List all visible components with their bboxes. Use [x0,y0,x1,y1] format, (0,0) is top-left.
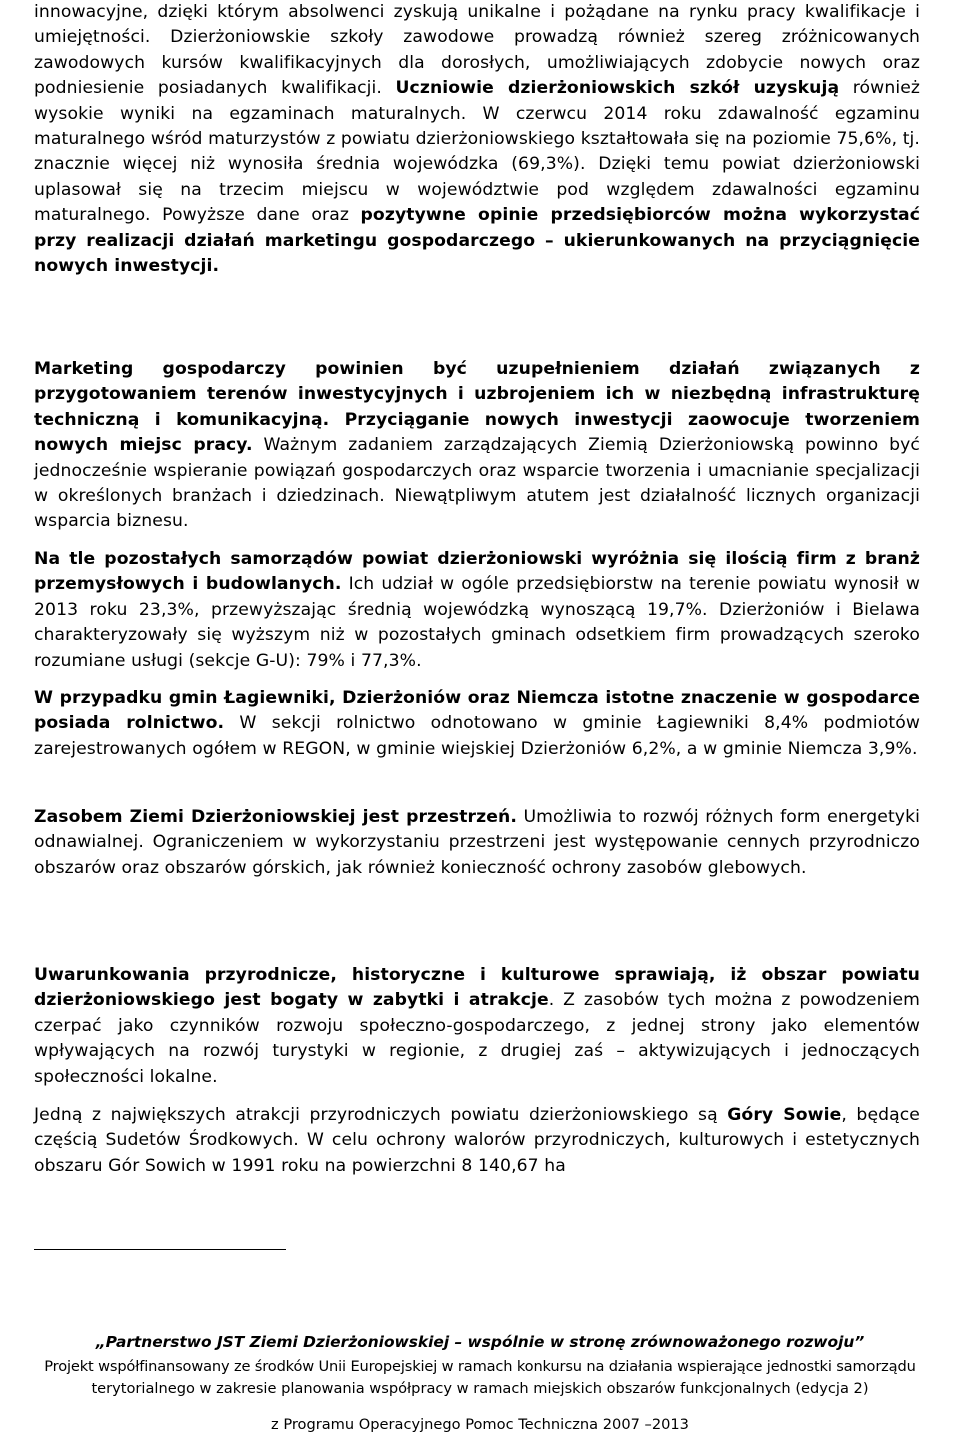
paragraph-text: . Z zasobów tych można z powodzeniem czerpać jako czynników rozwoju społeczno-gospodarczego, z jednej strony jako elementów wpływających na rozwój turystyki w regionie, z drugiej zaś – aktywizujących i jednoczących społeczności lokalne. [34,990,920,1087]
footer-divider [34,1249,286,1250]
footer-funding-line-2: terytorialnego w zakresie planowania współpracy w ramach miejskich obszarów funkcjonalnych (edycja 2) [91,1380,869,1397]
paragraph-emphasis: Zasobem Ziemi Dzierżoniowskiej jest przestrzeń. [34,807,517,827]
paragraph-emphasis: Marketing gospodarczy powinien być uzupełnieniem działań związanych z przygotowaniem terenów inwestycyjnych i uzbrojeniem ich w niezbędną infrastrukturę techniczną i komunikacyjną. Przyciąganie nowych inwestycji zaowocuje tworzeniem nowych miejsc pracy. [34,359,920,456]
paragraph-text: Umożliwia to rozwój różnych form energetyki odnawialnej. Ograniczeniem w wykorzystaniu przestrzeni jest występowanie cennych przyrodniczo obszarów oraz obszarów górskich, jak również konieczność ochrony zasobów glebowych. [34,807,920,878]
paragraph-emphasis: Na tle pozostałych samorządów powiat dzierżoniowski wyróżnia się ilością firm z branż przemysłowych i budowlanych. [34,549,920,595]
paragraph-space [34,805,920,881]
paragraph-text: również wysokie wyniki na egzaminach maturalnych. W czerwcu 2014 roku zdawalność egzaminu maturalnego wśród maturzystów z powiatu dzierżoniowskiego kształtowała się na poziomie 75,6%, tj. znacznie więcej niż wynosiła średnia wojewódzka (69,3%). Dzięki temu powiat dzierżoniowski uplasował się na trzecim miejscu w województwie pod względem zdawalności egzaminu maturalnego. Powyższe dane oraz [34,78,920,226]
paragraph-industry [34,547,920,674]
paragraph-text: Ich udział w ogóle przedsiębiorstw na terenie powiatu wynosił w 2013 roku 23,3%, przewyższając średnią wojewódzką wynoszącą 19,7%. Dzierżoniów i Bielawa charakteryzowały się wyższym niż w pozostałych gminach odsetkiem firm prowadzących szeroko rozumiane usługi (sekcje G-U): 79% i 77,3%. [34,574,921,671]
paragraph-text: , będące częścią Sudetów Środkowych. W celu ochrony walorów przyrodniczych, kulturowych i estetycznych obszaru Gór Sowich w 1991 roku na powierzchni 8 140,67 ha [34,1105,920,1176]
paragraph-text: Jedną z największych atrakcji przyrodniczych powiatu dzierżoniowskiego są [34,1105,728,1125]
paragraph-emphasis: W przypadku gmin Łagiewniki, Dzierżoniów oraz Niemcza istotne znaczenie w gospodarce posiada rolnictwo. [34,688,920,734]
footer-funding-line-1: Projekt współfinansowany ze środków Unii Europejskiej w ramach konkursu na działania wspierające jednostki samorządu [44,1358,916,1375]
paragraph-emphasis: Uczniowie dzierżoniowskich szkół uzyskują [395,78,840,99]
footer-program: z Programu Operacyjnego Pomoc Techniczna 2007 –2013 [271,1416,689,1433]
paragraph-owl-mountains [34,1103,920,1179]
paragraph-economic-marketing [34,357,920,535]
paragraph-agriculture [34,686,920,762]
paragraph-text: Ważnym zadaniem zarządzających Ziemią Dzierżoniowską powinno być jednocześnie wspieranie powiązań gospodarczych oraz wsparcie tworzenia i umacnianie specjalizacji w określonych branżach i dziedzinach. Niewątpliwym atutem jest działalność licznych organizacji wsparcia biznesu. [34,435,920,532]
paragraph-text: W sekcji rolnictwo odnotowano w gminie Łagiewniki 8,4% podmiotów zarejestrowanych ogółem w REGON, w gminie wiejskiej Dzierżoniów 6,2%, a w gminie Niemcza 3,9%. [34,713,920,759]
paragraph-emphasis: Góry Sowie [727,1105,842,1125]
paragraph-emphasis: pozytywne opinie przedsiębiorców można wykorzystać przy realizacji działań marketingu gospodarczego – ukierunkowanych na przyciągnięcie nowych inwestycji. [34,205,920,277]
footer-motto: „Partnerstwo JST Ziemi Dzierżoniowskiej – wspólnie w stronę zrównoważonego rozwoju” [95,1333,865,1351]
paragraph-text: innowacyjne, dzięki którym absolwenci zyskują unikalne i pożądane na rynku pracy kwalifikacje i umiejętności. Dzierżoniowskie szkoły zawodowe prowadzą również szereg zróżnicowanych zawodowych kursów kwalifikacyjnych dla dorosłych, umożliwiających zdobycie nowych oraz podniesienie posiadanych kwalifikacji. [34,2,920,99]
paragraph-heritage [34,963,920,1090]
paragraph-emphasis: Uwarunkowania przyrodnicze, historyczne i kulturowe sprawiają, iż obszar powiatu dzierżoniowskiego jest bogaty w zabytki i atrakcje [34,965,920,1011]
paragraph-education [34,0,920,279]
